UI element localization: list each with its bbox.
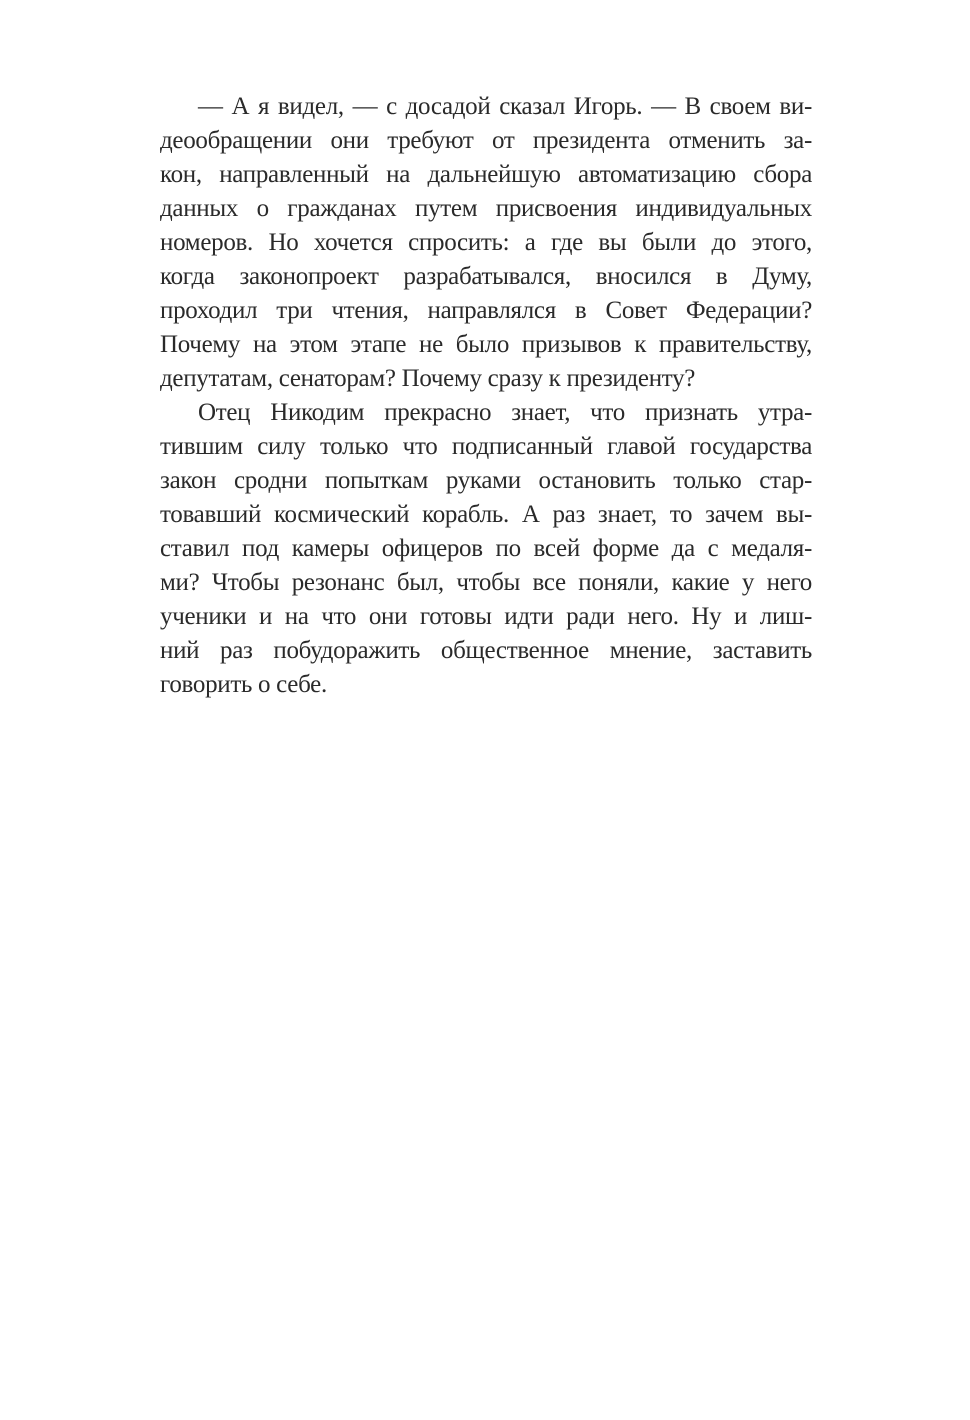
text-line: ученики и на что они готовы идти ради него. Ну и лиш- <box>160 603 812 630</box>
text-line: кон, направленный на дальнейшую автоматизацию сбора <box>160 161 812 188</box>
text-line: когда законопроект разрабатывался, вносился в Думу, <box>160 263 812 290</box>
text-line: говорить о себе. <box>160 671 327 698</box>
text-line: деообращении они требуют от президента отменить за- <box>160 127 812 154</box>
book-page <box>160 90 812 702</box>
text-line: Почему на этом этапе не было призывов к правительству, <box>160 331 812 358</box>
text-line: ний раз побудоражить общественное мнение, заставить <box>160 637 812 664</box>
text-line: ставил под камеры офицеров по всей форме да с медаля- <box>160 535 812 562</box>
text-line: проходил три чтения, направлялся в Совет Федерации? <box>160 297 812 324</box>
text-line: — А я видел, — с досадой сказал Игорь. — В своем ви- <box>198 93 812 120</box>
text-line: данных о гражданах путем присвоения индивидуальных <box>160 195 812 222</box>
text-line: закон сродни попыткам руками остановить только стар- <box>160 467 812 494</box>
paragraph-narration <box>160 396 812 702</box>
text-line: Отец Никодим прекрасно знает, что признать утра- <box>198 399 812 426</box>
text-line: тившим силу только что подписанный главой государства <box>160 433 812 460</box>
text-line: товавший космический корабль. А раз знает, то зачем вы- <box>160 501 812 528</box>
text-line: ми? Чтобы резонанс был, чтобы все поняли, какие у него <box>160 569 812 596</box>
text-line: депутатам, сенаторам? Почему сразу к президенту? <box>160 365 696 392</box>
paragraph-dialogue <box>160 90 812 396</box>
text-line: номеров. Но хочется спросить: а где вы были до этого, <box>160 229 812 256</box>
